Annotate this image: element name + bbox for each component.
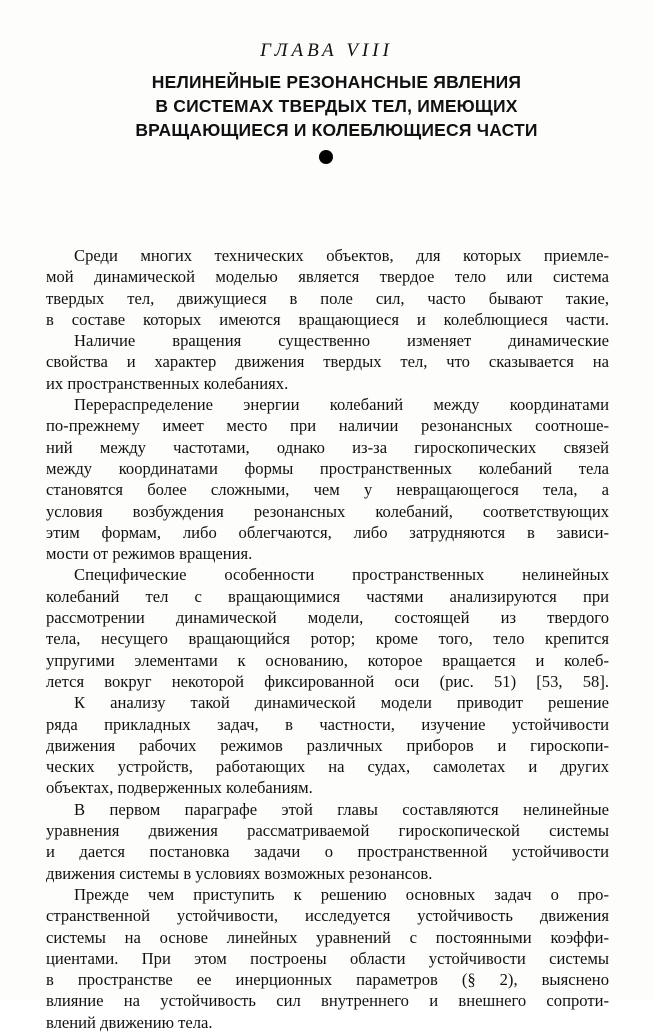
- chapter-title: [60, 70, 613, 142]
- paragraph: [46, 564, 609, 692]
- text-line: свойства и характер движения твердых тел, что сказывается на: [46, 352, 609, 372]
- text-line: по-прежнему имеет место при наличии резонансных соотноше-: [46, 416, 609, 436]
- text-line: циентами. При этом построены области устойчивости системы: [46, 948, 609, 968]
- text-line: тела, несущего вращающийся ротор; кроме того, тело крепится: [46, 629, 609, 649]
- text-line: в пространстве ее инерционных параметров (§ 2), выяснено: [46, 970, 609, 990]
- text-line: системы на основе линейных уравнений с постоянными коэффи-: [46, 927, 609, 947]
- text-line: движения системы в условиях возможных резонансов.: [46, 863, 433, 883]
- text-line: рассмотрении динамической модели, состоящей из твердого: [46, 608, 609, 628]
- paragraph: [46, 799, 609, 884]
- text-line: упругими элементами к основанию, которое вращается и колеб-: [46, 650, 609, 670]
- text-line: уравнения движения рассматриваемой гироскопической системы: [46, 821, 609, 841]
- text-line: становятся более сложными, чем у невращающегося тела, а: [46, 480, 609, 500]
- text-line: ческих устройств, работающих на судах, самолетах и других: [46, 757, 609, 777]
- text-line: в составе которых имеются вращающиеся и колеблющиеся части.: [46, 309, 609, 329]
- text-line: ний между частотами, однако из-за гироскопических связей: [46, 437, 609, 457]
- text-line: движения рабочих режимов различных приборов и гироскопи-: [46, 735, 609, 755]
- text-line: объектах, подверженных колебаниям.: [46, 778, 313, 798]
- chapter-body: [46, 245, 609, 1033]
- chapter-title-line: В СИСТЕМАХ ТВЕРДЫХ ТЕЛ, ИМЕЮЩИХ: [155, 96, 518, 116]
- text-line: условия возбуждения резонансных колебаний, соответствующих: [46, 501, 609, 521]
- paragraph: [46, 692, 609, 798]
- paragraph: [46, 394, 609, 564]
- text-line: этим формам, либо облегчаются, либо затрудняются в зависи-: [46, 522, 609, 542]
- text-line: В первом параграфе этой главы составляются нелинейные: [74, 799, 609, 819]
- paragraph: [46, 884, 609, 1033]
- chapter-title-line: НЕЛИНЕЙНЫЕ РЕЗОНАНСНЫЕ ЯВЛЕНИЯ: [151, 72, 522, 92]
- text-line: между координатами формы пространственных колебаний тела: [46, 458, 609, 478]
- chapter-title-line: ВРАЩАЮЩИЕСЯ И КОЛЕБЛЮЩИЕСЯ ЧАСТИ: [135, 120, 538, 140]
- text-line: их пространственных колебаниях.: [46, 373, 289, 393]
- text-line: колебаний тел с вращающимися частями анализируются при: [46, 586, 609, 606]
- text-line: странственной устойчивости, исследуется устойчивость движения: [46, 906, 609, 926]
- text-line: мой динамической моделью является твердое тело или система: [46, 267, 609, 287]
- text-line: мости от режимов вращения.: [46, 544, 253, 564]
- paragraph: [46, 330, 609, 394]
- text-line: ряда прикладных задач, в частности, изучение устойчивости: [46, 714, 609, 734]
- paragraph: [46, 245, 609, 330]
- text-line: Среди многих технических объектов, для которых приемле-: [74, 246, 609, 265]
- text-line: Прежде чем приступить к решению основных задач о про-: [74, 884, 609, 904]
- text-line: Перераспределение энергии колебаний между координатами: [74, 395, 609, 415]
- text-line: лется вокруг некоторой фиксированной оси (рис. 51) [53, 58].: [46, 671, 609, 691]
- text-line: влияние на устойчивость сил внутреннего и внешнего сопроти-: [46, 991, 609, 1011]
- ornament-dot-icon: [319, 150, 333, 164]
- chapter-label: ГЛАВА VIII: [260, 40, 393, 61]
- text-line: К анализу такой динамической модели приводит решение: [74, 693, 609, 713]
- text-line: влений движению тела.: [46, 1012, 213, 1032]
- text-line: Наличие вращения существенно изменяет динамические: [74, 331, 609, 351]
- text-line: Специфические особенности пространственных нелинейных: [74, 565, 609, 585]
- text-line: твердых тел, движущиеся в поле сил, часто бывают такие,: [46, 288, 609, 308]
- text-line: и дается постановка задачи о пространственной устойчивости: [46, 842, 609, 862]
